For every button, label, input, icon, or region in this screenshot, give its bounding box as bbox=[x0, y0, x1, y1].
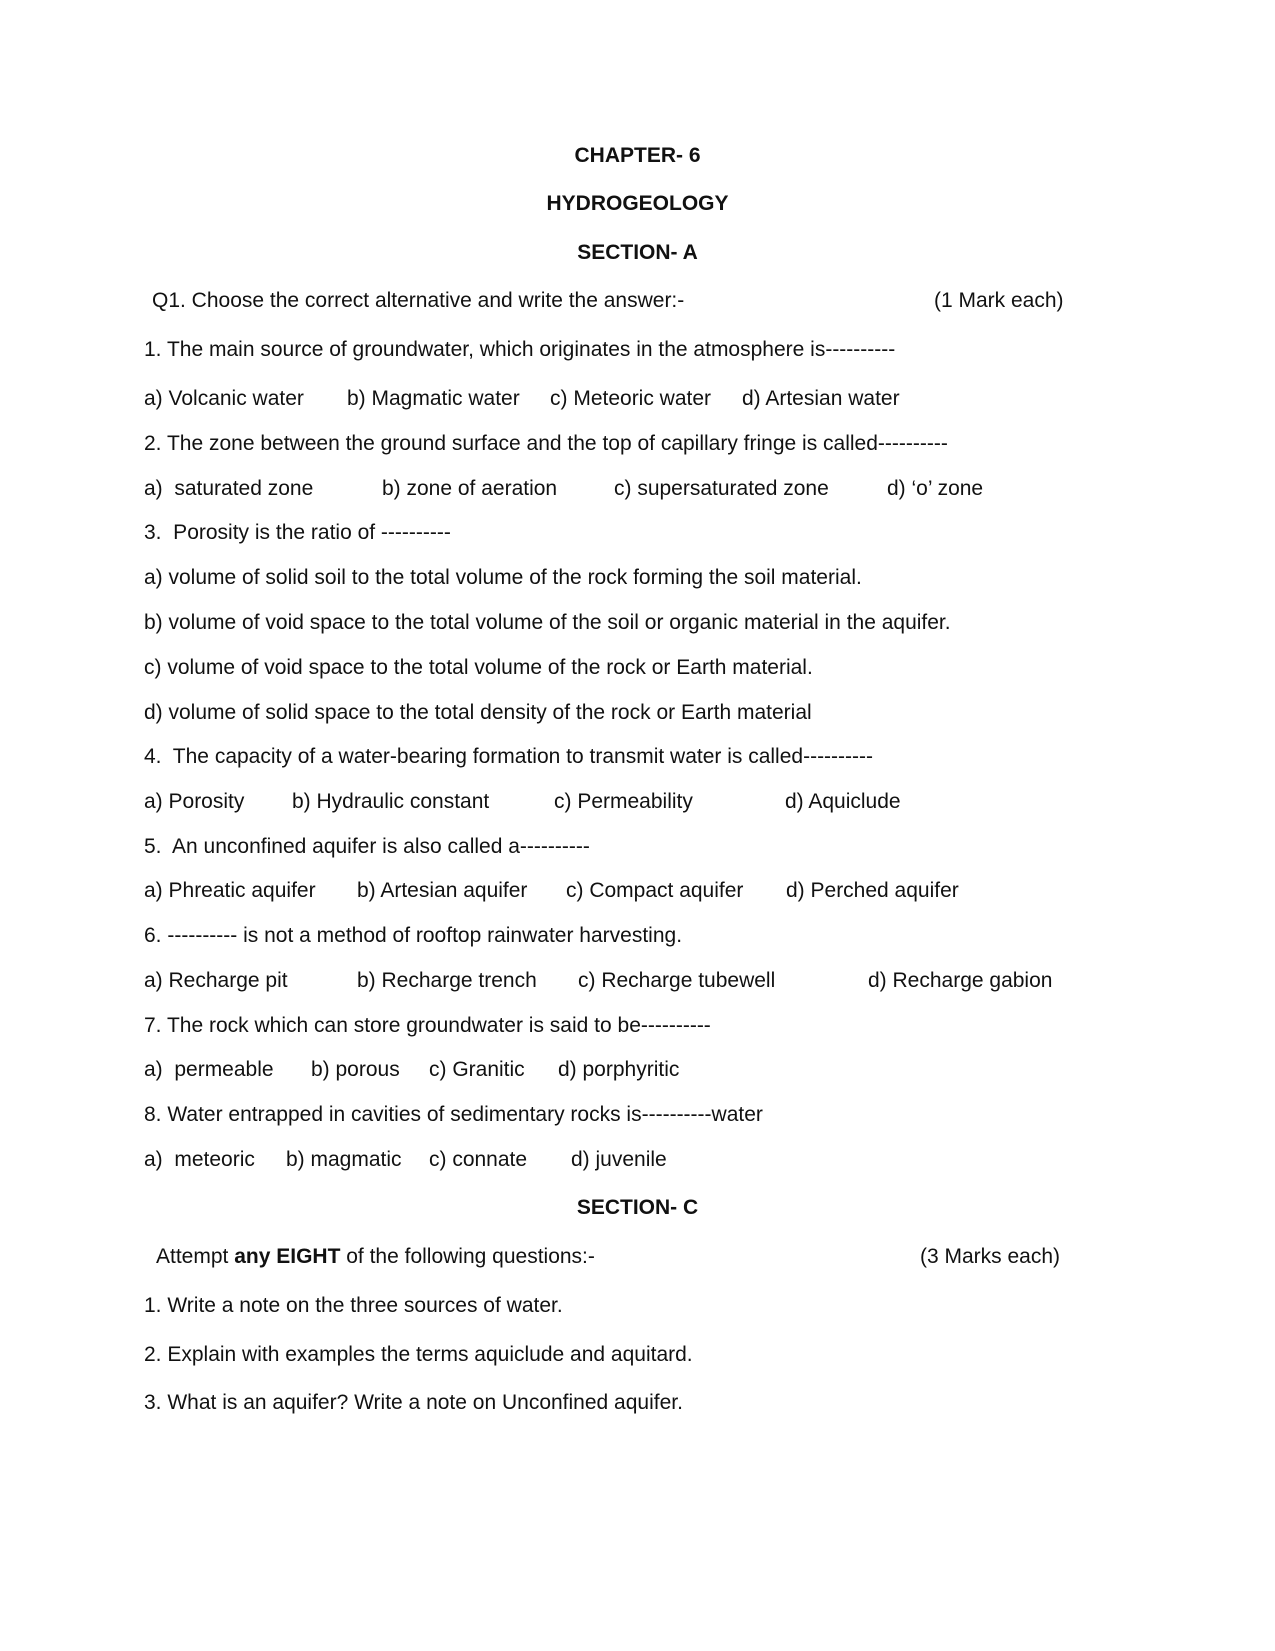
q6-option-b: b) Recharge trench bbox=[357, 969, 537, 992]
question-4: 4. The capacity of a water-bearing formation to transmit water is called---------- bbox=[144, 745, 874, 768]
question-2: 2. The zone between the ground surface and the top of capillary fringe is called---------- bbox=[144, 432, 948, 455]
section-a-marks: (1 Mark each) bbox=[934, 289, 1064, 312]
question-6: 6. ---------- is not a method of rooftop rainwater harvesting. bbox=[144, 924, 683, 947]
q7-option-a: a) permeable bbox=[144, 1058, 274, 1081]
q5-option-d: d) Perched aquifer bbox=[786, 879, 959, 902]
section-c-question-2: 2. Explain with examples the terms aquiclude and aquitard. bbox=[144, 1343, 693, 1366]
q6-option-a: a) Recharge pit bbox=[144, 969, 288, 992]
q5-option-a: a) Phreatic aquifer bbox=[144, 879, 316, 902]
q8-option-a: a) meteoric bbox=[144, 1148, 255, 1171]
q5-option-b: b) Artesian aquifer bbox=[357, 879, 528, 902]
q4-option-d: d) Aquiclude bbox=[785, 790, 901, 813]
question-5: 5. An unconfined aquifer is also called a---------- bbox=[144, 835, 590, 858]
q1-option-c: c) Meteoric water bbox=[550, 387, 712, 410]
q2-option-c: c) supersaturated zone bbox=[614, 477, 829, 500]
section-a-instruction: Q1. Choose the correct alternative and write the answer:- bbox=[152, 289, 685, 312]
q1-option-d: d) Artesian water bbox=[742, 387, 900, 410]
section-c-marks: (3 Marks each) bbox=[920, 1245, 1061, 1268]
subject-heading: HYDROGEOLOGY bbox=[546, 192, 729, 215]
section-c-question-1: 1. Write a note on the three sources of water. bbox=[144, 1294, 563, 1317]
section-c-instruction-pre: Attempt bbox=[156, 1245, 235, 1268]
q2-option-d: d) ‘o’ zone bbox=[887, 477, 984, 500]
q2-option-a: a) saturated zone bbox=[144, 477, 314, 500]
q1-option-a: a) Volcanic water bbox=[144, 387, 304, 410]
section-c-heading: SECTION- C bbox=[576, 1196, 699, 1219]
chapter-heading: CHAPTER- 6 bbox=[574, 144, 701, 167]
section-c-instruction bbox=[156, 1244, 595, 1270]
section-c-instruction-bold: any EIGHT bbox=[234, 1245, 341, 1268]
q7-option-b: b) porous bbox=[311, 1058, 400, 1081]
q3-option-b: b) volume of void space to the total volume of the soil or organic material in the aquifer. bbox=[144, 611, 951, 634]
q4-option-c: c) Permeability bbox=[554, 790, 693, 813]
question-8: 8. Water entrapped in cavities of sedimentary rocks is----------water bbox=[144, 1103, 763, 1126]
q2-option-b: b) zone of aeration bbox=[382, 477, 558, 500]
q4-option-b: b) Hydraulic constant bbox=[292, 790, 490, 813]
q8-option-b: b) magmatic bbox=[286, 1148, 402, 1171]
section-a-heading: SECTION- A bbox=[577, 241, 698, 264]
q5-option-c: c) Compact aquifer bbox=[566, 879, 744, 902]
q3-option-d: d) volume of solid space to the total density of the rock or Earth material bbox=[144, 701, 812, 724]
question-3: 3. Porosity is the ratio of ---------- bbox=[144, 521, 451, 544]
section-c-instruction-post: of the following questions:- bbox=[340, 1245, 595, 1268]
question-1: 1. The main source of groundwater, which originates in the atmosphere is---------- bbox=[144, 338, 896, 361]
question-7: 7. The rock which can store groundwater is said to be---------- bbox=[144, 1014, 711, 1037]
q4-option-a: a) Porosity bbox=[144, 790, 245, 813]
q8-option-d: d) juvenile bbox=[571, 1148, 667, 1171]
q6-option-d: d) Recharge gabion bbox=[868, 969, 1053, 992]
q8-option-c: c) connate bbox=[429, 1148, 528, 1171]
q7-option-d: d) porphyritic bbox=[558, 1058, 680, 1081]
q6-option-c: c) Recharge tubewell bbox=[578, 969, 776, 992]
q3-option-a: a) volume of solid soil to the total volume of the rock forming the soil material. bbox=[144, 566, 862, 589]
q1-option-b: b) Magmatic water bbox=[347, 387, 520, 410]
q7-option-c: c) Granitic bbox=[429, 1058, 525, 1081]
section-c-question-3: 3. What is an aquifer? Write a note on Unconfined aquifer. bbox=[144, 1391, 683, 1414]
q3-option-c: c) volume of void space to the total volume of the rock or Earth material. bbox=[144, 656, 813, 679]
